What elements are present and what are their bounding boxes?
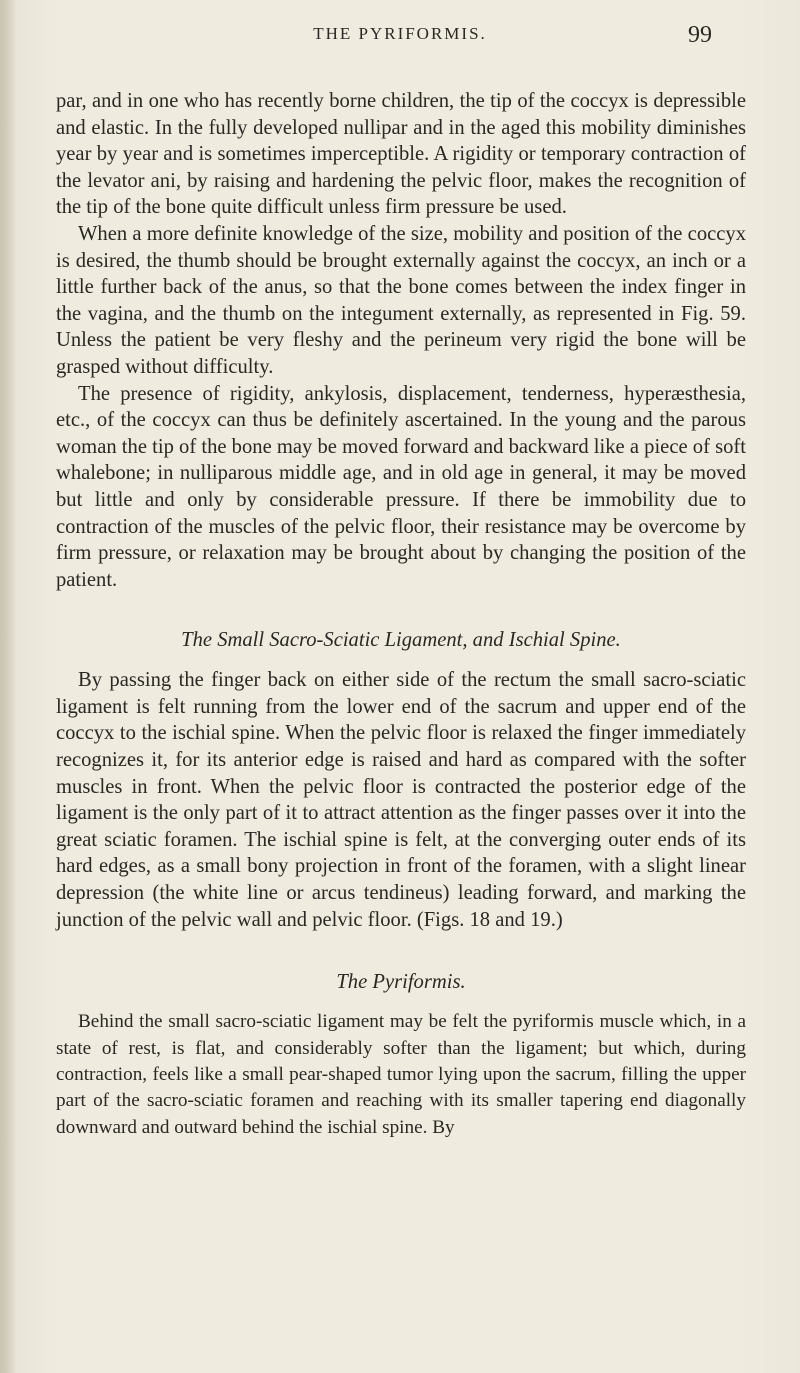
paragraph-3: The presence of rigidity, ankylosis, displacement, tenderness, hyperæsthesia, etc., of the coccyx can thus be definitely ascertained. In the young and the parous woman the tip of the bone may be moved forward and backward like a piece of soft whalebone; in nulliparous middle age, and in old age in general, it may be moved but little and only by considerable pressure. If there be immobility due to contraction of the muscles of the pelvic floor, their resistance may be overcome by firm pressure, or relaxation may be brought about by changing the position of the patient. xyxy=(56,382,746,591)
paragraph-5: Behind the small sacro-sciatic ligament may be felt the pyriformis muscle which, in a state of rest, is flat, and considerably softer than the ligament; but which, during contraction, feels like a small pear-shaped tumor lying upon the sacrum, filling the upper part of the sacro-sciatic foramen and reaching with its smaller tapering end diagonally downward and outward behind the ischial spine. By xyxy=(56,1011,746,1138)
section-heading-sacro-sciatic: The Small Sacro-Sciatic Ligament, and Ischial Spine. xyxy=(181,629,621,652)
spine-shadow xyxy=(0,0,16,1373)
section-heading-pyriformis: The Pyriformis. xyxy=(336,971,466,994)
paragraph-4: By passing the finger back on either side of the rectum the small sacro-sciatic ligament is felt running from the lower end of the sacrum and upper end of the coccyx to the ischial spine. When the pelvic floor is relaxed the finger immediately recognizes it, for its anterior edge is raised and hard as compared with the softer muscles in front. When the pelvic floor is contracted the posterior edge of the ligament is the only part of it to attract attention as the finger passes over it into the great sciatic foramen. The ischial spine is felt, at the converging outer ends of its hard edges, as a small bony projection in front of the foramen, with a slight linear depression (the white line or arcus tendineus) leading forward, and marking the junction of the pelvic wall and pelvic floor. (Figs. 18 and 19.) xyxy=(56,669,746,931)
paragraph-1: par, and in one who has recently borne children, the tip of the coccyx is depressible and elastic. In the fully developed nullipar and in the aged this mobility diminishes year by year and is sometimes imperceptible. A rigidity or temporary contraction of the levator ani, by raising and hardening the pelvic floor, makes the recognition of the tip of the bone quite difficult unless firm pressure be used. xyxy=(56,90,746,219)
page-header xyxy=(0,24,800,60)
running-title: THE PYRIFORMIS. xyxy=(313,24,487,43)
main-text xyxy=(56,88,746,1141)
page-number: 99 xyxy=(688,22,712,48)
paragraph-2: When a more definite knowledge of the size, mobility and position of the coccyx is desired, the thumb should be brought externally against the coccyx, an inch or a little further back of the anus, so that the bone comes between the index finger in the vagina, and the thumb on the integument externally, as represented in Fig. 59. Unless the patient be very fleshy and the perineum very rigid the bone will be grasped without difficulty. xyxy=(56,222,746,378)
